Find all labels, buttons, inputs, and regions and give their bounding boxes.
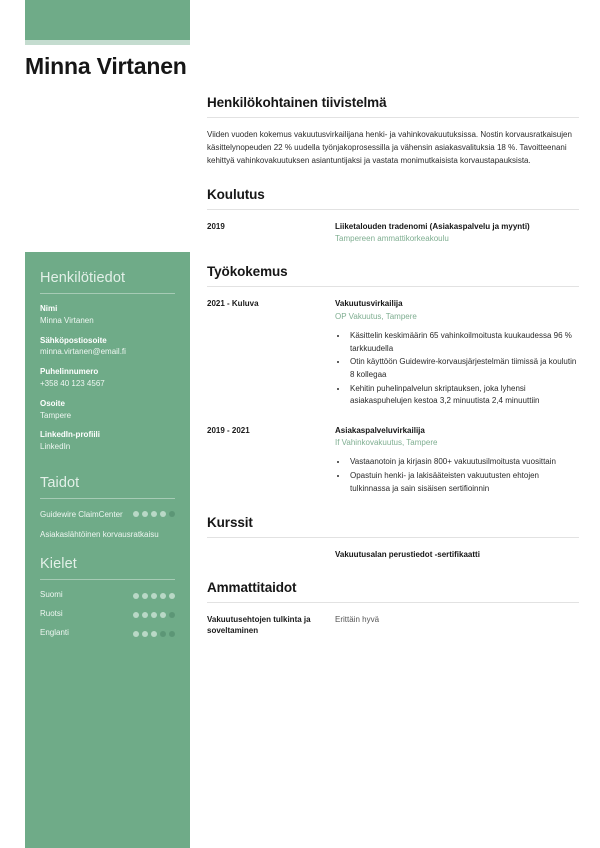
entry-body	[335, 549, 579, 561]
sidebar-section-skills	[40, 475, 175, 540]
section-summary	[207, 95, 579, 168]
rating-dot	[151, 612, 157, 618]
divider	[207, 209, 579, 210]
entry-body	[335, 425, 579, 496]
sidebar-field-label: Nimi	[40, 304, 58, 313]
list-item: • Otin käyttöön Guidewire-korvausjärjestelmän tiimissä ja koulutin 8 kollegaa	[348, 356, 579, 381]
rating-dot	[133, 612, 139, 618]
section-title: Ammattitaidot	[207, 579, 297, 595]
professional-skill-name: Vakuutusehtojen tulkinta ja soveltaminen	[207, 614, 311, 636]
rating-dot	[151, 631, 157, 637]
rating-dot	[169, 612, 175, 618]
rating-dot	[169, 511, 175, 517]
sidebar-field-value: Tampere	[40, 410, 72, 420]
language-rating-dots	[133, 629, 175, 637]
section-professional-skills	[207, 580, 579, 637]
skill-rating-dots	[133, 509, 175, 517]
entry-body	[335, 614, 579, 637]
skill-item	[40, 529, 175, 540]
language-label: Ruotsi	[40, 609, 63, 619]
language-item	[40, 609, 175, 618]
divider	[207, 602, 579, 603]
sidebar-field-phone	[40, 367, 175, 390]
section-title: Kurssit	[207, 515, 253, 531]
sidebar-field-label: Osoite	[40, 398, 65, 408]
rating-dot	[151, 593, 157, 599]
sidebar-skills-title: Taidot	[40, 474, 80, 491]
sidebar-field-value[interactable]: minna.virtanen@email.fi	[40, 347, 126, 357]
language-item	[40, 628, 175, 637]
rating-dot	[133, 593, 139, 599]
entry-title: Liiketalouden tradenomi (Asiakaspalvelu ja myynti)	[335, 221, 530, 231]
rating-dot	[169, 631, 175, 637]
sidebar-field-nimi	[40, 304, 175, 327]
list-item: • Vastaanotoin ja kirjasin 800+ vakuutusilmoitusta vuosittain	[348, 456, 579, 469]
sidebar-field-email	[40, 336, 175, 359]
divider	[40, 293, 175, 294]
divider	[207, 117, 579, 118]
section-title: Työkokemus	[207, 264, 288, 280]
sidebar-field-label: Puhelinnumero	[40, 367, 99, 377]
entry-organization: If Vahinkovakuutus, Tampere	[335, 438, 438, 448]
sidebar	[25, 252, 190, 848]
sidebar-personal-title: Henkilötiedot	[40, 270, 126, 286]
header-green-block	[25, 0, 190, 40]
language-label: Suomi	[40, 590, 63, 600]
rating-dot	[160, 612, 166, 618]
language-item	[40, 590, 175, 599]
entry-date: 2019	[207, 221, 225, 231]
page-title: Minna Virtanen	[25, 53, 187, 79]
rating-dot	[151, 511, 157, 517]
professional-skill-level: Erittäin hyvä	[335, 614, 380, 624]
rating-dot	[169, 593, 175, 599]
divider	[207, 286, 579, 287]
language-label: Englanti	[40, 628, 69, 638]
sidebar-field-value: +358 40 123 4567	[40, 378, 105, 388]
entry-organization: OP Vakuutus, Tampere	[335, 312, 417, 322]
section-title: Henkilökohtainen tiivistelmä	[207, 95, 387, 110]
entry-organization: Tampereen ammattikorkeakoulu	[335, 234, 449, 244]
entry-title: Asiakaspalveluvirkailija	[335, 425, 425, 435]
sidebar-field-label: LinkedIn-profiili	[40, 430, 100, 440]
experience-entry	[207, 425, 579, 496]
list-item: • Opastuin henki- ja lakisääteisten vakuutusten ehtojen tulkinnassa ja sain sisäisen sertifioinnin	[348, 470, 579, 495]
rating-dot	[142, 511, 148, 517]
rating-dot	[133, 631, 139, 637]
experience-entry	[207, 298, 579, 408]
rating-dot	[142, 631, 148, 637]
rating-dot	[142, 612, 148, 618]
rating-dot	[160, 511, 166, 517]
entry-date: 2021 - Kuluva	[207, 299, 259, 309]
section-education	[207, 187, 579, 246]
entry-date	[207, 549, 335, 561]
sidebar-field-linkedin	[40, 430, 175, 453]
sidebar-section-personal	[40, 270, 175, 453]
rating-dot	[160, 593, 166, 599]
rating-dot	[133, 511, 139, 517]
summary-text: Viiden vuoden kokemus vakuutusvirkailijana henki- ja vahinkovakuutuksissa. Nostin korvausratkaisujen käsittelynopeuden 22 % uudella työnjakoprosessilla ja vähensin asiakasvalituksia 18 %. Tavoitteenani kehittyä vahinkovakuutuksen asiantuntijaksi ja vastata monimutkaisista korvaustapauksista.	[207, 130, 572, 165]
sidebar-field-address	[40, 399, 175, 422]
language-rating-dots	[133, 610, 175, 618]
entry-body	[335, 298, 579, 408]
entry-bullets	[335, 456, 579, 495]
entry-body	[335, 221, 579, 246]
skill-label: Asiakaslähtöinen korvausratkaisu	[40, 530, 159, 540]
language-rating-dots	[133, 591, 175, 599]
entry-title: Vakuutusvirkailija	[335, 299, 403, 309]
sidebar-languages-title: Kielet	[40, 556, 77, 573]
education-entry	[207, 221, 579, 246]
list-item: • Käsittelin keskimäärin 65 vahinkoilmoitusta kuukaudessa 96 % tarkkuudella	[348, 330, 579, 355]
divider	[40, 498, 175, 499]
entry-bullets	[335, 330, 579, 408]
header-green-accent	[25, 40, 190, 45]
main-content	[207, 95, 579, 641]
sidebar-field-value[interactable]: LinkedIn	[40, 442, 71, 452]
sidebar-field-label: Sähköpostiosoite	[40, 335, 107, 345]
sidebar-section-languages	[40, 556, 175, 637]
section-courses	[207, 515, 579, 561]
section-experience	[207, 264, 579, 496]
divider	[207, 537, 579, 538]
list-item: • Kehitin puhelinpalvelun skriptauksen, joka lyhensi asiakaspuhelujen kestoa 3,2 minuutista 2,4 minuuttiin	[348, 383, 579, 408]
entry-date: 2019 - 2021	[207, 425, 250, 435]
section-title: Koulutus	[207, 186, 265, 202]
skill-label: Guidewire ClaimCenter	[40, 509, 123, 519]
skill-item	[40, 509, 175, 520]
rating-dot	[142, 593, 148, 599]
entry-title: Vakuutusalan perustiedot -sertifikaatti	[335, 550, 480, 560]
sidebar-field-value: Minna Virtanen	[40, 315, 94, 325]
professional-skill-entry	[207, 614, 579, 637]
divider	[40, 579, 175, 580]
rating-dot	[160, 631, 166, 637]
course-entry	[207, 549, 579, 561]
